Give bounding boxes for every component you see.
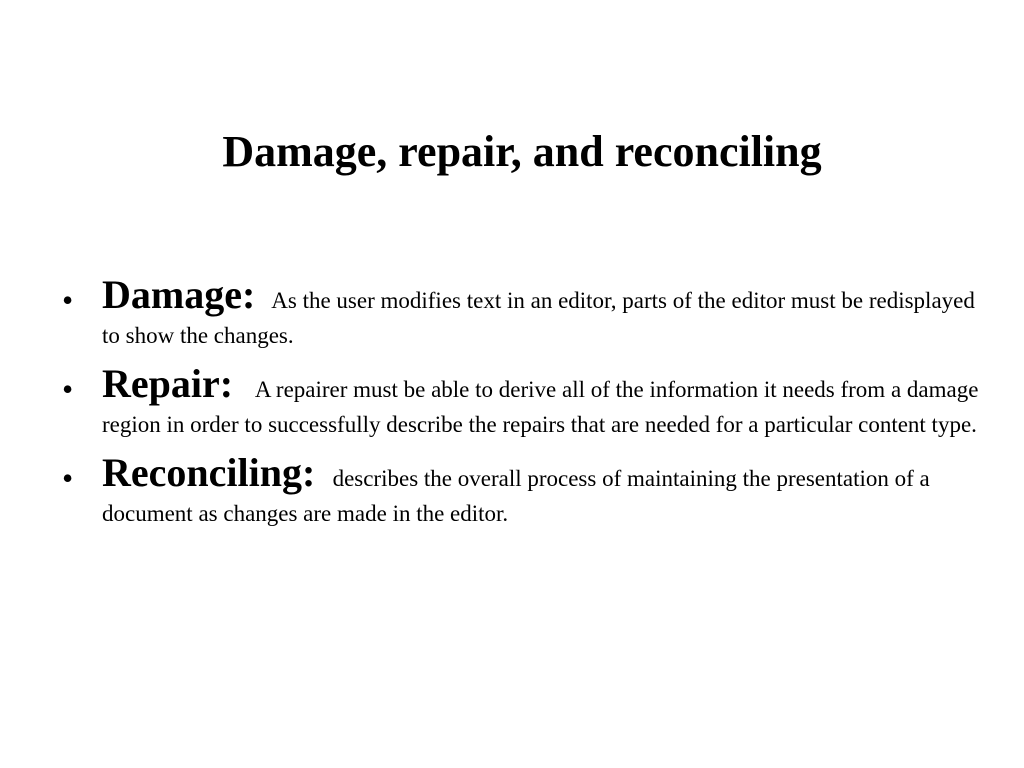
bullet-list [60, 274, 990, 541]
bullet-item-reconciling [60, 452, 990, 531]
slide-title: Damage, repair, and reconciling [222, 127, 822, 176]
bullet-separator [321, 466, 327, 491]
bullet-text: describes the overall process of maintaining the presentation of a document as changes are made in the editor. [102, 466, 930, 526]
bullet-separator [261, 288, 267, 313]
bullet-icon: • [62, 460, 74, 496]
bullet-term: Repair: [102, 361, 234, 406]
bullet-item-damage [60, 274, 990, 353]
bullet-item-repair [60, 363, 990, 442]
bullet-icon: • [62, 371, 74, 407]
bullet-separator [239, 377, 251, 402]
bullet-term: Damage: [102, 272, 256, 317]
bullet-text: A repairer must be able to derive all of the information it needs from a damage region in order to successfully describe the repairs that are needed for a particular content type. [102, 377, 979, 437]
bullet-icon: • [62, 282, 74, 318]
bullet-term: Reconciling: [102, 450, 316, 495]
bullet-text: As the user modifies text in an editor, parts of the editor must be redisplayed to show the changes. [102, 288, 975, 348]
